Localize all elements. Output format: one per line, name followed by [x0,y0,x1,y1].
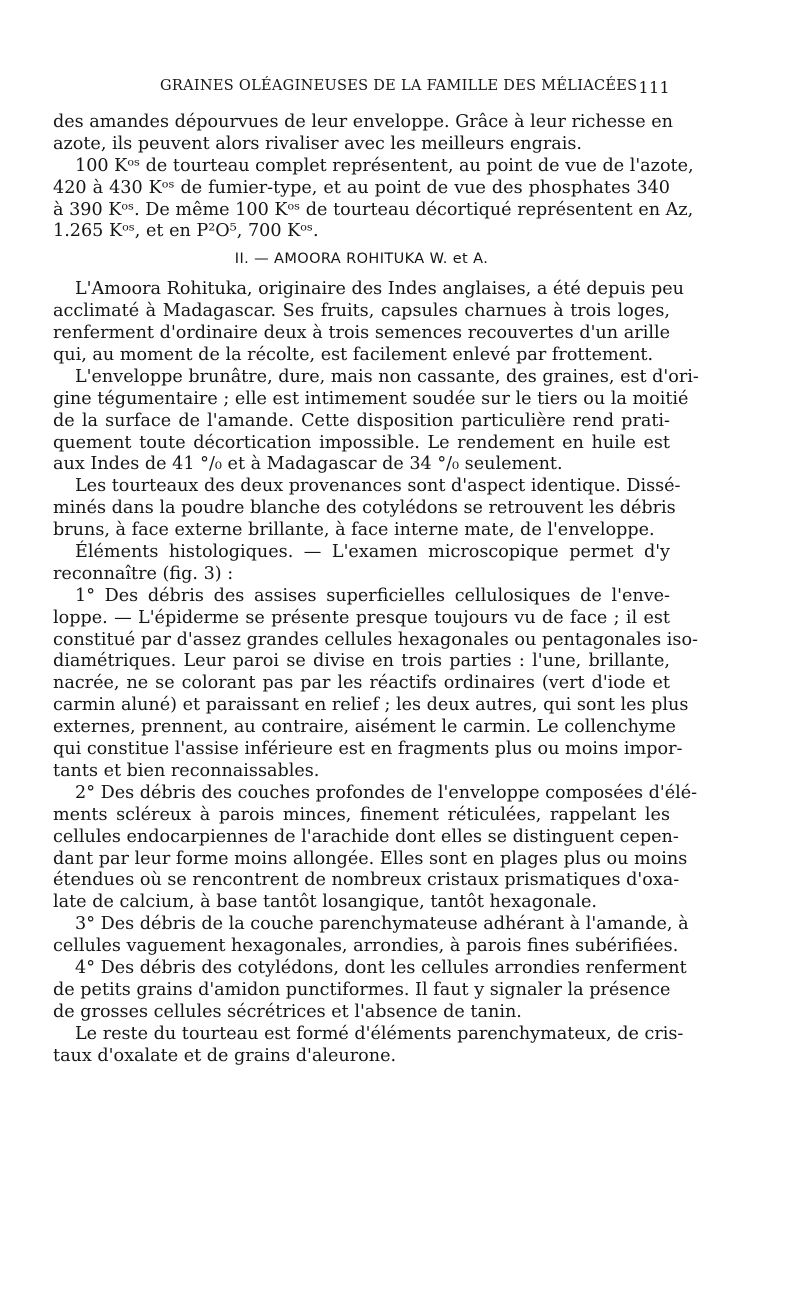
text-line: de grosses cellules sécrétrices et l'absence de tanin. [53,1001,522,1022]
section-heading: II. — AMOORA ROHITUKA W. et A. [234,251,489,268]
text-line: cellules endocarpiennes de l'arachide dont elles se distinguent cepen- [53,826,679,847]
text-line: reconnaître (fig. 3) : [53,563,234,584]
text-line: constitué par d'assez grandes cellules hexagonales ou pentagonales iso- [53,629,698,650]
text-line: Les tourteaux des deux provenances sont d'aspect identique. Dissé- [75,476,681,497]
text-line: 3° Des débris de la couche parenchymateuse adhérant à l'amande, à [75,914,689,935]
text-line: minés dans la poudre blanche des cotylédons se retrouvent les débris [53,498,676,519]
text-line: qui, au moment de la récolte, est facilement enlevé par frottement. [53,345,654,366]
text-line: azote, ils peuvent alors rivaliser avec les meilleurs engrais. [53,133,582,154]
running-title: GRAINES OLÉAGINEUSES DE LA FAMILLE DES MÉLIACÉES [160,78,638,94]
text-line: cellules vaguement hexagonales, arrondies, à parois fines subérifiées. [53,936,679,957]
text-line: renferment d'ordinaire deux à trois semences recouvertes d'un arille [53,323,670,344]
text-line: ments scléreux à parois minces, finement réticulées, rappelant les [53,804,670,825]
text-line: 1.265 Kᵒˢ, et en P²O⁵, 700 Kᵒˢ. [53,221,319,242]
text-line: loppe. — L'épiderme se présente presque toujours vu de face ; il est [53,607,670,628]
text-line: bruns, à face externe brillante, à face interne mate, de l'enveloppe. [53,520,655,541]
text-line: late de calcium, à base tantôt losangique, tantôt hexagonale. [53,892,598,913]
text-line: carmin aluné) et paraissant en relief ; les deux autres, qui sont les plus [53,695,689,716]
text-line: gine tégumentaire ; elle est intimement soudée sur le tiers ou la moitié [53,388,689,409]
text-line: 4° Des débris des cotylédons, dont les cellules arrondies renferment [75,957,687,978]
page-number: 111 [638,78,670,97]
text-line: à 390 Kᵒˢ. De même 100 Kᵒˢ de tourteau décortiqué représentent en Az, [53,199,694,220]
text-line: Le reste du tourteau est formé d'éléments parenchymateux, de cris- [75,1023,684,1044]
text-line: de la surface de l'amande. Cette disposition particulière rend prati- [53,410,670,431]
text-line: L'Amoora Rohituka, originaire des Indes anglaises, a été depuis peu [75,279,684,300]
text-line: 420 à 430 Kᵒˢ de fumier-type, et au point de vue des phosphates 340 [53,177,670,198]
text-line: qui constitue l'assise inférieure est en fragments plus ou moins impor- [53,739,683,760]
text-line: tants et bien reconnaissables. [53,760,320,781]
text-line: des amandes dépourvues de leur enveloppe. Grâce à leur richesse en [53,112,673,132]
text-line: de petits grains d'amidon punctiformes. Il faut y signaler la présence [53,979,671,1000]
text-line: étendues où se rencontrent de nombreux cristaux prismatiques d'oxa- [53,870,680,891]
text-line: externes, prennent, au contraire, aisément le carmin. Le collenchyme [53,717,676,738]
text-line: 2° Des débris des couches profondes de l'enveloppe composées d'élé- [75,782,698,803]
text-line: acclimaté à Madagascar. Ses fruits, capsules charnues à trois loges, [53,301,670,322]
text-line: taux d'oxalate et de grains d'aleurone. [53,1045,397,1066]
body-text [53,112,699,1067]
text-line: aux Indes de 41 °/₀ et à Madagascar de 34 °/₀ seulement. [53,454,563,475]
text-line: 1° Des débris des assises superficielles cellulosiques de l'enve- [75,585,670,606]
text-line: L'enveloppe brunâtre, dure, mais non cassante, des graines, est d'ori- [75,366,699,387]
subsection-heading-line: Éléments histologiques. — L'examen microscopique permet d'y [75,542,670,563]
text-line: 100 Kᵒˢ de tourteau complet représentent, au point de vue de l'azote, [75,155,694,176]
text-line: quement toute décortication impossible. Le rendement en huile est [53,432,670,453]
text-line: dant par leur forme moins allongée. Elles sont en plages plus ou moins [53,848,688,869]
text-line: diamétriques. Leur paroi se divise en trois parties : l'une, brillante, [53,651,670,672]
text-line: nacrée, ne se colorant pas par les réactifs ordinaires (vert d'iode et [53,673,670,694]
